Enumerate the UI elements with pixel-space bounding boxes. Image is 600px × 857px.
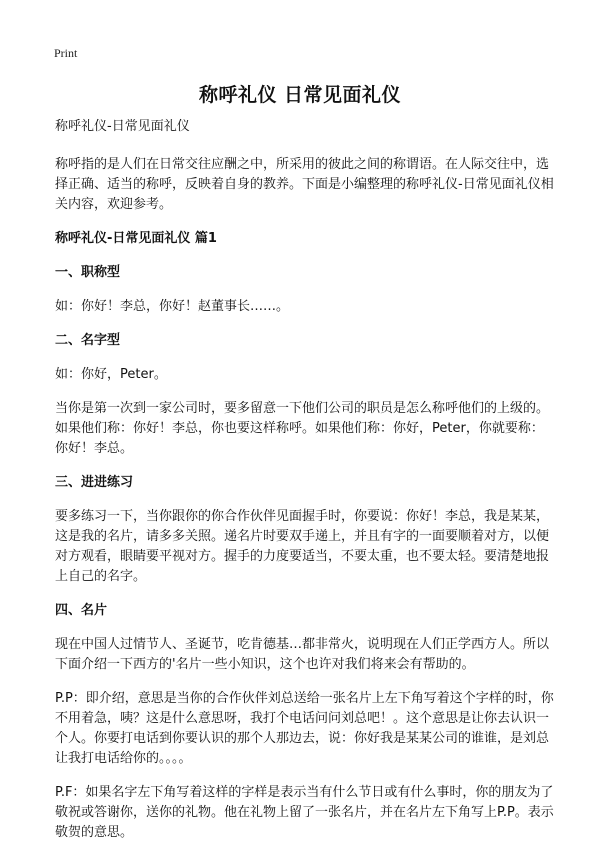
section-title: 称呼礼仪-日常见面礼仪 篇1 [55,231,217,246]
paragraph: 现在中国人过情节人、圣诞节，吃肯德基…都非常火，说明现在人们正学西方人。所以下面介绍一下西方的'名片一些小知识，这个也许对我们将来会有帮助的。 [55,637,550,672]
paragraph: 如：你好！李总，你好！赵董事长……。 [55,299,290,314]
paragraph: 要多练习一下，当你跟你的你合作伙伴见面握手时，你要说：你好！李总，我是某某，这是我的名片，请多多关照。递名片时要双手递上，并且有字的一面要顺着对方，以便对方观看，眼睛要平视对方。握手的力度要适当，不要太重，也不要太轻。要清楚地报上自己的名字。 [55,509,550,584]
paragraph: P.F：如果名字左下角写着这样的字样是表示当有什么节日或有什么事时，你的朋友为了敬祝或答谢你，送你的礼物。他在礼物上留了一张名片，并在名片左下角写上P.P。表示敬贺的意思。 [55,785,554,840]
paragraph: P.P：即介绍，意思是当你的合作伙伴刘总送给一张名片上左下角写着这个字样的时，你不用着急，咦？这是什么意思呀，我打个电话问问刘总吧！。这个意思是让你去认识一个人。你要打电话到你要认识的那个人那边去，说：你好我是某某公司的谁谁，是刘总让我打电话给你的。。。。 [55,691,554,766]
subtitle: 称呼礼仪-日常见面礼仪 [55,119,190,134]
heading-title-type: 一、职称型 [55,265,121,280]
intro-paragraph: 称呼指的是人们在日常交往应酬之中，所采用的彼此之间的称谓语。在人际交往中，选择正确、适当的称呼，反映着自身的教养。下面是小编整理的称呼礼仪-日常见面礼仪相关内容，欢迎参考。 [55,157,554,212]
heading-name-type: 二、名字型 [55,333,121,348]
heading-business-card: 四、名片 [55,603,108,618]
paragraph: 如：你好，Peter。 [55,367,167,382]
heading-practice: 三、进进练习 [55,475,134,490]
article-body [55,117,555,857]
page-title: 称呼礼仪 日常见面礼仪 [198,84,402,106]
paragraph: 当你是第一次到一家公司时，要多留意一下他们公司的职员是怎么称呼他们的上级的。如果他们称：你好！李总，你也要这样称呼。如果他们称：你好，Peter，你就要称：你好！李总。 [55,401,550,456]
print-link[interactable]: Print [54,46,78,60]
